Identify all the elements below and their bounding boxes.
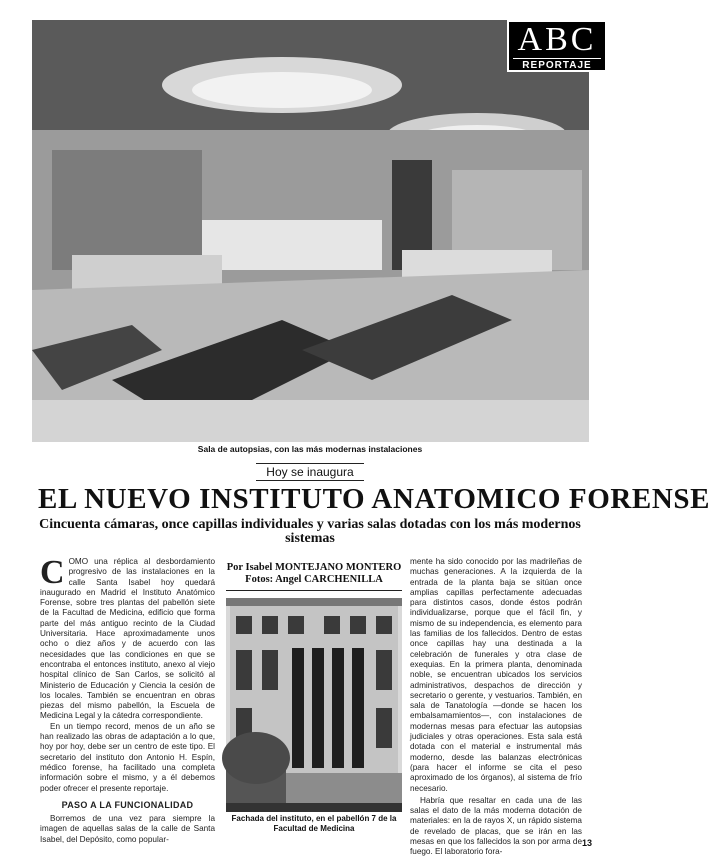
masthead-logo: ABC (517, 21, 597, 58)
building-caption: Fachada del instituto, en el pabellón 7 de la Facultad de Medicina (231, 814, 397, 833)
autopsy-room-illustration (32, 20, 589, 442)
paragraph-4: mente ha sido conocido por las madrileñas de muchas generaciones. A la izquierda de la entrada de la planta baja se sitúan once amplias capillas perfectamente adecuadas para distintos casos, donde éstos podrán individualizarse, porque que el fácil fin, y mismo de su independencia, es elemento para las familias de los fallecidos. Dentro de estas once capillas hay una destinada a la celebración de funerales y otra clase de exequias. En la primera planta, denominada noble, se encuentran ubicados los servicios administrativos, despachos de dirección y secretario o gerente, y vestuarios. También, en sala de Tanatología —donde se hacen los embalsamamientos—, con instalaciones de modernas mesas para efectuar las autopsias judiciales y otras operaciones. Esta sala está dotada con el material e instrumental más moderno, desde las balanzas electrónicas (para hacer el informe se cita el peso aproximado de los órganos), al sistema de frío necesario. (410, 557, 582, 793)
article-column-3 (410, 557, 582, 858)
autopsy-room-photo (32, 20, 589, 442)
building-facade-illustration (226, 598, 402, 812)
drop-cap: C (40, 554, 65, 591)
section-heading: PASO A LA FUNCIONALIDAD (61, 799, 194, 810)
building-facade-photo (226, 598, 402, 812)
headline: EL NUEVO INSTITUTO ANATOMICO FORENSE (38, 483, 710, 515)
byline (226, 562, 402, 591)
paragraph-5: Habría que resaltar en cada una de las salas el dato de la más moderna dotación de materiales: en la de rayos X, un rápido sistema de revelado de placas, que se irán en las mesas en que los fallecidos la son por arma de fuego. El laboratorio fora- (410, 795, 582, 857)
photo-caption: Sala de autopsias, con las más modernas instalaciones (197, 444, 423, 454)
abc-masthead (507, 20, 607, 72)
kicker-wrapper (0, 463, 620, 481)
paragraph-1: OMO una réplica al desbordamiento progresivo de las instalaciones en la calle Santa Isabel hoy quedará inaugurado en Madrid el Instituto Anatómico Forense, sobre tres plantas del pabellón siete de la Facultad de Medicina, edificio que forma parte del más antiguo recinto de la Ciudad Universitaria. Hace aproximadamente unos ocho o diez años y de acuerdo con las necesidades que las condiciones en que se encontraba el entonces instituto, anexo al viejo hospital clínico de San Carlos, se solicitó al Ministerio de Educación y Ciencia la cesión de los locales. También se encuentran en obras piezas del mismo pabellón, la Escuela de Medicina Legal y la cátedra correspondiente. (40, 557, 215, 721)
page-number: 13 (582, 838, 593, 848)
subheadline: Cincuenta cámaras, once capillas individuales y varias salas dotadas con los más modernos sistemas (39, 517, 581, 546)
masthead-section: REPORTAJE (513, 58, 601, 72)
byline-photos: Fotos: Angel CARCHENILLA (245, 574, 383, 585)
paragraph-3: Borremos de una vez para siempre la imagen de aquellas salas de la calle de Santa Isabel, del Depósito, como popular- (40, 814, 215, 844)
article-column-1 (40, 554, 215, 845)
kicker: Hoy se inaugura (256, 463, 363, 481)
paragraph-2: En un tiempo record, menos de un año se han realizado las obras de adaptación a lo que, hoy por hoy, debe ser un centro de este tipo. El secretario del instituto don Antonio H. Espín, médico forense, ha facilitado una completa información sobre el mismo, y a él debemos poder ofrecer el presente reportaje. (40, 721, 215, 793)
byline-author: Por Isabel MONTEJANO MONTERO (226, 562, 402, 573)
